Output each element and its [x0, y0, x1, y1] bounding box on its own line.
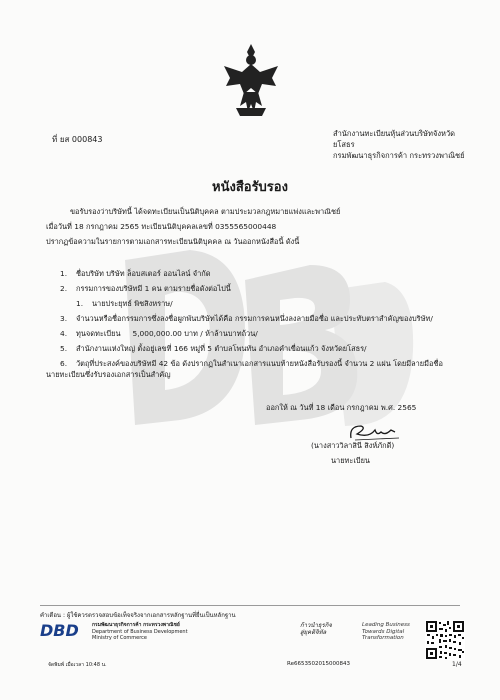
qr-code-icon: [425, 620, 465, 660]
dbd-logo: [40, 620, 82, 640]
garuda-emblem: [222, 42, 280, 118]
issue-date: ออกให้ ณ วันที่ 18 เดือน กรกฎาคม พ.ศ. 2565: [266, 403, 417, 412]
list-item: 1. นายประยุทธ์ พิชสิงหราษ/: [76, 299, 173, 308]
list-item: 1. ชื่อบริษัท บริษัท ล็อบสเตอร์ ออนไลน์ จำกัด: [60, 269, 211, 278]
reference-number: Re6653502015000843: [287, 661, 350, 667]
page-number: 1/4: [452, 661, 462, 668]
list-item: 2. กรรมการของบริษัทมี 1 คน ตามรายชื่อดังต่อไปนี้: [60, 284, 231, 293]
registrar-name: (นางสาววิลาสินี สิงห์ภักดี): [311, 441, 395, 450]
slogan-th: ก้าวนำธุรกิจ สู่ยุคดิจิทัล: [300, 622, 332, 636]
slogan-en: Leading Business Towards Digital Transformation: [362, 622, 410, 641]
department-info: [92, 622, 188, 642]
list-item-continuation: นายทะเบียนซึ่งรับรองเอกสารเป็นสำคัญ: [46, 370, 171, 379]
certification-line-1: ขอรับรองว่าบริษัทนี้ ได้จดทะเบียนเป็นนิติบุคคล ตามประมวลกฎหมายแพ่งและพาณิชย์: [70, 207, 341, 216]
registrar-position: นายทะเบียน: [331, 456, 370, 465]
list-item: 4. ทุนจดทะเบียน 5,000,000.00 บาท / ห้าล้านบาทถ้วน/: [60, 329, 258, 338]
list-item: 6. วัตถุที่ประสงค์ของบริษัทมี 42 ข้อ ดังปรากฏในสำเนาเอกสารแนบท้ายหนังสือรับรองนี้ จำนวน 2 แผ่น โดยมีลายมือชื่อ: [60, 359, 443, 368]
ministry-name-en: Ministry of Commerce: [92, 635, 147, 641]
list-item: 3. จำนวนหรือชื่อกรรมการซึ่งลงชื่อผูกพันบริษัทได้คือ กรรมการคนหนึ่งลงลายมือชื่อ และประทับตราสำคัญของบริษัท/: [60, 314, 433, 323]
document-number: ที่ ยส 000843: [52, 135, 103, 144]
print-time: จัดพิมพ์ เมื่อเวลา 10:48 น.: [48, 662, 107, 668]
office-line-1: สำนักงานทะเบียนหุ้นส่วนบริษัทจังหวัดยโสธร: [333, 129, 456, 149]
page-title: หนังสือรับรอง: [212, 180, 288, 195]
certification-line-2: เมื่อวันที่ 18 กรกฎาคม 2565 ทะเบียนนิติบุคคลเลขที่ 0355565000448: [46, 222, 277, 231]
department-name-en: Department of Business Development: [92, 628, 188, 635]
list-item: 5. สำนักงานแห่งใหญ่ ตั้งอยู่เลขที่ 166 หมู่ที่ 5 ตำบลโพนทัน อำเภอคำเขื่อนแก้ว จังหวัดยโสธร/: [60, 344, 367, 353]
department-name-th: กรมพัฒนาธุรกิจการค้า กระทรวงพาณิชย์: [92, 622, 180, 628]
certification-line-3: ปรากฏข้อความในรายการตามเอกสารทะเบียนนิติบุคคล ณ วันออกหนังสือนี้ ดังนี้: [46, 237, 300, 246]
svg-text:DBD: DBD: [40, 621, 79, 640]
footer-divider: [40, 605, 460, 606]
footer-warning: คำเตือน : ผู้ใช้ควรตรวจสอบข้อเท็จจริงจากเอกสารหลักฐานที่ยื่นเป็นหลักฐาน: [40, 612, 236, 619]
issuing-office: [333, 128, 473, 161]
office-line-2: กรมพัฒนาธุรกิจการค้า กระทรวงพาณิชย์: [333, 151, 465, 160]
